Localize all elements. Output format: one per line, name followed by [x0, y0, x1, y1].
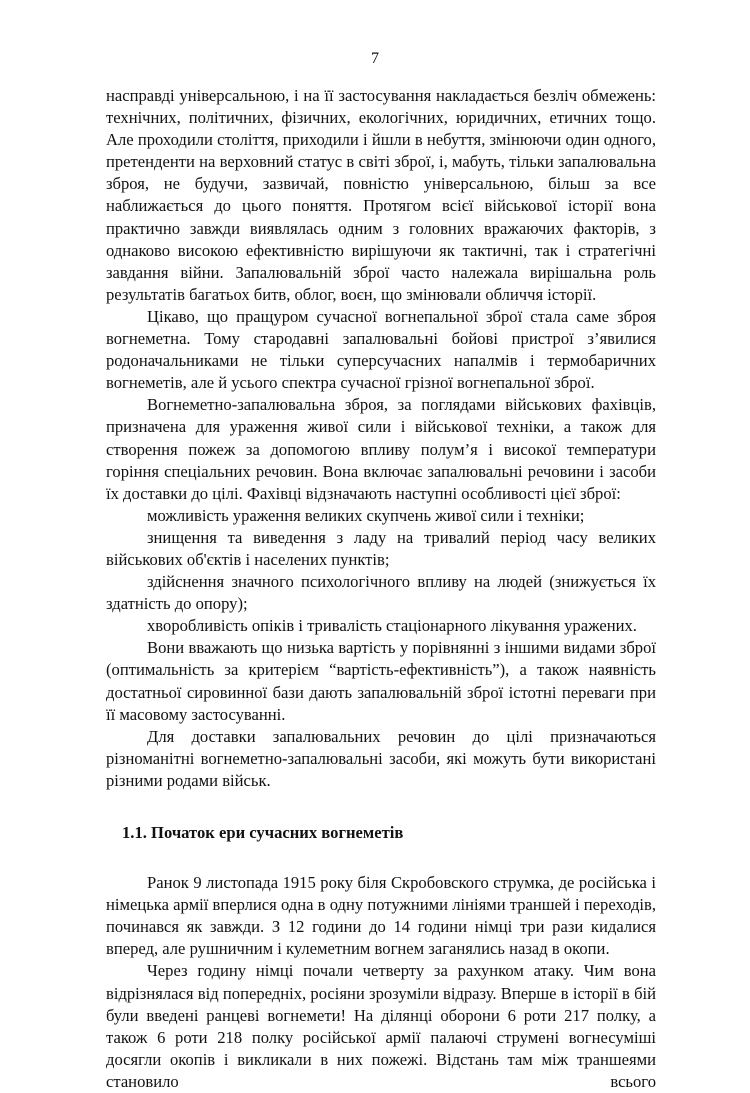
document-body: [106, 85, 656, 1093]
list-item: здійснення значного психологічного впливу на людей (знижується їх здатність до опору);: [106, 572, 656, 614]
paragraph: Для доставки запалювальних речовин до цілі призначаються різноманітні вогнеметно-запалювальні засоби, які можуть бути використані різними родами військ.: [106, 726, 656, 790]
page-number: 7: [371, 50, 379, 67]
paragraph: Через годину німці почали четверту за рахунком атаку. Чим вона відрізнялася від попередніх, росіяни зрозуміли відразу. Вперше в історії в бій були введені ранцеві вогнемети! На ділянці оборони 6 роти 217 полку, а також 6 роти 218 полку російської армії палаючі струмені вогнесуміші досягли окопів і викликали в них пожежі. Відстань там між траншеями становило всього: [106, 961, 656, 1091]
paragraph: Вони вважають що низька вартість у порівнянні з іншими видами зброї (оптимальність за критерієм “вартість-ефективність”), а також наявність достатньої сировинної бази дають запалювальній зброї істотні переваги при її масовому застосуванні.: [106, 638, 656, 724]
list-item: знищення та виведення з ладу на тривалий період часу великих військових об'єктів і населених пунктів;: [106, 527, 656, 569]
section-heading: 1.1. Початок ери сучасних вогнеметів: [122, 823, 404, 842]
list-item: хворобливість опіків і тривалість стаціонарного лікування уражених.: [147, 616, 637, 636]
paragraph: Ранок 9 листопада 1915 року біля Скробовского струмка, де російська і німецька армії вперлися одна в одну потужними лініями траншей і переходів, починався як завжди. З 12 години до 14 години німці три рази кидалися вперед, але рушничним і кулеметним вогнем заганялись назад в окопи.: [106, 873, 656, 959]
paragraph: Цікаво, що пращуром сучасної вогнепальної зброї стала саме зброя вогнеметна. Тому стародавні запалювальні бойові пристрої з’явилися родоначальниками не тільки суперсучасних напалмів і термобаричних вогнеметів, але й усього спектра сучасної грізної вогнепальної зброї.: [106, 306, 656, 393]
paragraph: Вогнеметно-запалювальна зброя, за поглядами військових фахівців, призначена для ураження живої сили і військової техніки, а також для створення пожеж за допомогою впливу полум’я і високої температури горіння спеціальних речовин. Вона включає запалювальні речовини і засоби їх доставки до цілі. Фахівці відзначають наступні особливості цієї зброї:: [106, 395, 656, 503]
list-item: можливість ураження великих скупчень живої сили і техніки;: [147, 505, 585, 525]
paragraph: насправді універсальною, і на її застосування накладається безліч обмежень: технічних, політичних, фізичних, екологічних, юридичних, етичних тощо. Але проходили століття, приходили і йшли в небуття, змінюючи один одного, претенденти на верховний статус в світі зброї, і, мабуть, тільки запалювальна зброя, не будучи, зазвичай, повністю універсальною, більш за все наближається до цього поняття. Протягом всієї військової історії вона практично завжди виявлялась одним з головних вражаючих факторів, з однаково високою ефективністю вирішуючи як тактичні, так і стратегічні завдання війни. Запалювальній зброї часто належала вирішальна роль результатів багатьох битв, облог, воєн, що змінювали обличчя історії.: [106, 86, 656, 304]
